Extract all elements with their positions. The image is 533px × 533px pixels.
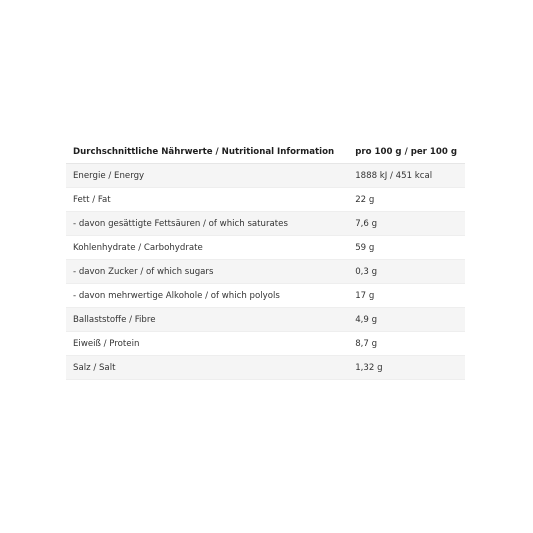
row-label: Fett / Fat [66,188,348,212]
row-label: - davon Zucker / of which sugars [66,260,348,284]
row-label: Eiweiß / Protein [66,332,348,356]
row-value: 7,6 g [348,212,465,236]
row-value: 4,9 g [348,308,465,332]
row-value: 8,7 g [348,332,465,356]
row-label: Ballaststoffe / Fibre [66,308,348,332]
table-row [66,332,465,356]
table-row [66,308,465,332]
row-value: 17 g [348,284,465,308]
table-row [66,260,465,284]
nutrition-table [66,140,465,380]
row-value: 1888 kJ / 451 kcal [348,164,465,188]
row-label: Kohlenhydrate / Carbohydrate [66,236,348,260]
row-label: Salz / Salt [66,356,348,380]
table-row [66,212,465,236]
table-row [66,236,465,260]
header-value: pro 100 g / per 100 g [348,140,465,164]
table-row [66,356,465,380]
table-row [66,188,465,212]
row-value: 22 g [348,188,465,212]
header-label: Durchschnittliche Nährwerte / Nutritional Information [66,140,348,164]
table-header-row [66,140,465,164]
row-label: - davon gesättigte Fettsäuren / of which saturates [66,212,348,236]
row-value: 59 g [348,236,465,260]
table-row [66,284,465,308]
row-value: 1,32 g [348,356,465,380]
table-row [66,164,465,188]
row-value: 0,3 g [348,260,465,284]
row-label: Energie / Energy [66,164,348,188]
row-label: - davon mehrwertige Alkohole / of which polyols [66,284,348,308]
